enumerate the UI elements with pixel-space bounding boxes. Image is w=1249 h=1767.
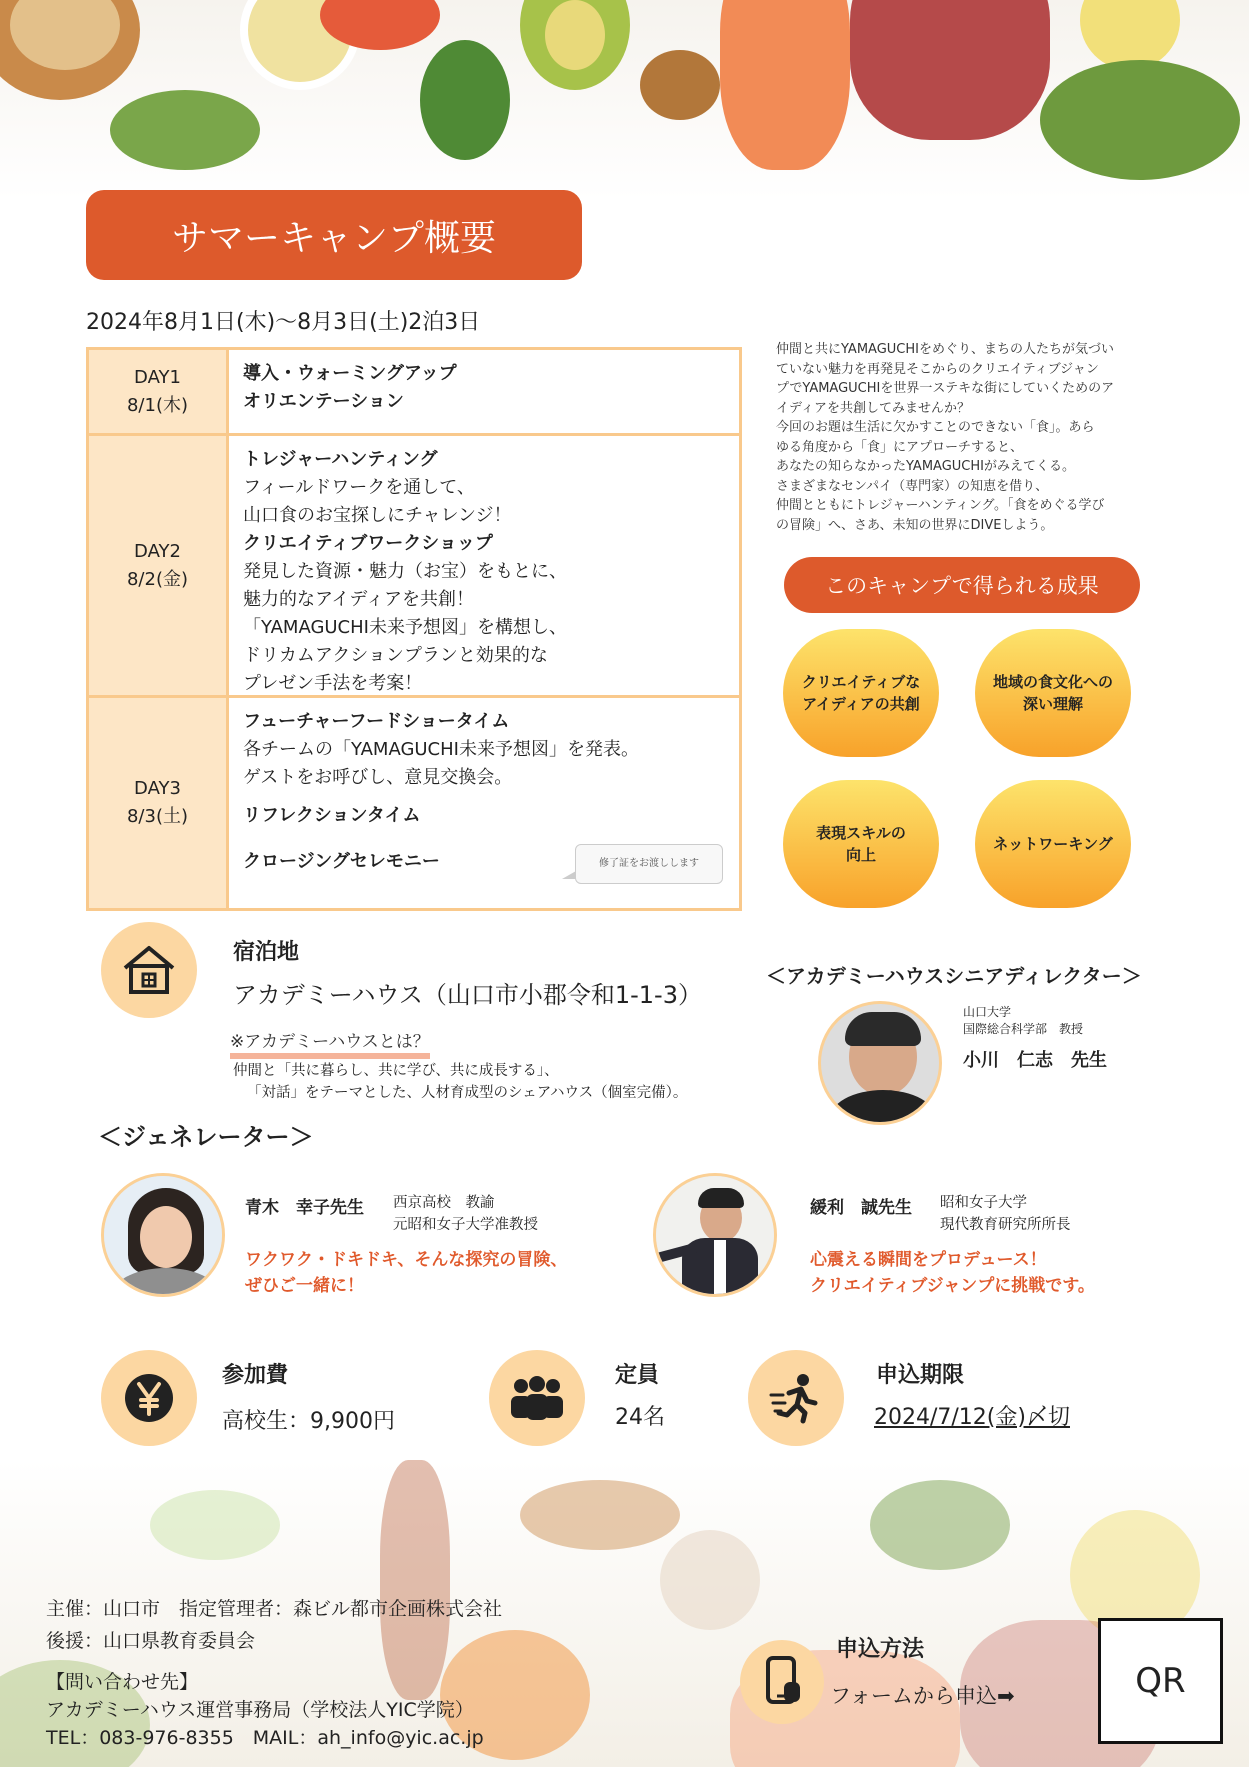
- activity-line: 「YAMAGUCHI未来予想図」を構想し、: [243, 617, 567, 638]
- academy-house-note: ※アカデミーハウスとは？: [230, 1027, 430, 1059]
- day-date: 8/1(木): [126, 394, 188, 416]
- activity-line: リフレクションタイム: [243, 805, 421, 826]
- generator-affiliation: [393, 1192, 538, 1236]
- affiliation-line: 現代教育研究所所長: [940, 1217, 1071, 1233]
- intro-text: [776, 340, 1176, 535]
- generator-message: [810, 1247, 1095, 1299]
- senior-director-photo: [818, 1001, 942, 1125]
- intro-line: ゆる角度から「食」にアプローチすると、: [776, 439, 1024, 455]
- senior-director-affiliation: [963, 1004, 1083, 1038]
- yen-icon: [101, 1350, 197, 1446]
- generator-affiliation: [940, 1192, 1071, 1236]
- generator-name: 青木 幸子先生: [245, 1198, 364, 1218]
- activity-line: クロージングセレモニー: [243, 851, 440, 872]
- generator-name: 緩利 誠先生: [810, 1198, 912, 1218]
- schedule-row-day1: [89, 350, 739, 436]
- activity-line: トレジャーハンティング: [243, 449, 438, 470]
- day-label: DAY3: [134, 778, 181, 799]
- day-cell: [89, 698, 229, 908]
- apply-method-label: 申込方法: [836, 1637, 925, 1662]
- day-cell: [89, 436, 229, 695]
- schedule-row-day2: [89, 436, 739, 698]
- message-line: ワクワク・ドキドキ、そんな探究の冒険、: [245, 1250, 568, 1270]
- activity-line: プレゼン手法を考案！: [243, 673, 423, 694]
- contact-heading: 【問い合わせ先】: [46, 1671, 199, 1693]
- academy-house-description: [233, 1060, 687, 1104]
- activity-line: 山口食のお宝探しにチャレンジ！: [243, 505, 512, 526]
- message-line: クリエイティブジャンプに挑戦です。: [810, 1276, 1095, 1296]
- result-circle: 表現スキルの 向上: [783, 780, 939, 908]
- intro-line: 仲間と共にYAMAGUCHIをめぐり、まちの人たちが気づい: [776, 342, 1114, 357]
- day-date: 8/3(土): [126, 806, 188, 827]
- intro-line: 仲間とともにトレジャーハンティング。「食をめぐる学び: [776, 498, 1105, 513]
- certificate-note-bubble: 修了証をお渡しします: [575, 844, 723, 884]
- affiliation-line: 元昭和女子大学准教授: [393, 1217, 538, 1233]
- day-cell: [89, 350, 229, 433]
- camp-dates: 2024年8月1日(木)～8月3日(土)2泊3日: [86, 310, 481, 335]
- deadline-label: 申込期限: [876, 1363, 965, 1388]
- message-line: 心震える瞬間をプロデュース！: [810, 1250, 1047, 1270]
- contact-details[interactable]: TEL：083-976-8355 MAIL：ah_info@yic.ac.jp: [46, 1727, 484, 1749]
- supporter: 後援：山口県教育委員会: [46, 1630, 256, 1652]
- capacity-value: 24名: [615, 1405, 665, 1430]
- page-title: サマーキャンプ概要: [86, 190, 582, 280]
- activity-line: 導入・ウォーミングアップ: [243, 363, 457, 384]
- intro-line: イディアを共創してみませんか？: [776, 400, 970, 416]
- activity-line: オリエンテーション: [243, 391, 404, 412]
- intro-line: の冒険」へ、さあ、未知の世界にDIVEしよう。: [776, 517, 1054, 533]
- activity-cell: [229, 436, 739, 695]
- generator-photo: [101, 1173, 225, 1297]
- intro-line: 今回のお題は生活に欠かすことのできない「食」。あら: [776, 420, 1095, 435]
- schedule-table: [86, 347, 742, 911]
- deadline-value: 2024/7/12(金)〆切: [874, 1405, 1070, 1430]
- affiliation-line: 国際総合科学部 教授: [963, 1022, 1084, 1036]
- intro-line: ていない魅力を再発見そこからのクリエイティブジャン: [776, 361, 1099, 377]
- activity-cell: [229, 698, 739, 908]
- affiliation-line: 山口大学: [963, 1005, 1012, 1019]
- group-icon: [489, 1350, 585, 1446]
- description-line: 「対話」をテーマとした、人材育成型のシェアハウス（個室完備）。: [247, 1085, 688, 1101]
- description-line: 仲間と「共に暮らし、共に学び、共に成長する」、: [233, 1063, 559, 1079]
- activity-line: フィールドワークを通して、: [243, 477, 475, 498]
- affiliation-line: 昭和女子大学: [940, 1195, 1027, 1211]
- schedule-row-day3: [89, 698, 739, 908]
- intro-line: あなたの知らなかったYAMAGUCHIがみえてくる。: [776, 459, 1075, 474]
- result-circle: ネットワーキング: [975, 780, 1131, 908]
- runner-icon: [748, 1350, 844, 1446]
- activity-line: ドリカムアクションプランと効果的な: [243, 645, 548, 666]
- capacity-label: 定員: [615, 1363, 660, 1388]
- contact-office: アカデミーハウス運営事務局（学校法人YIC学院）: [46, 1699, 474, 1721]
- qr-code[interactable]: QR: [1098, 1618, 1223, 1744]
- senior-director-heading: ＜アカデミーハウスシニアディレクター＞: [766, 964, 1142, 988]
- generator-photo: [653, 1173, 777, 1297]
- food-header-image: [0, 0, 1249, 200]
- organizer: 主催：山口市 指定管理者：森ビル都市企画株式会社: [46, 1598, 503, 1620]
- fee-value: 高校生：9,900円: [222, 1409, 395, 1434]
- message-line: ぜひご一緒に！: [245, 1276, 364, 1296]
- generators-heading: ＜ジェネレーター＞: [98, 1123, 314, 1151]
- day-date: 8/2(金): [126, 568, 188, 590]
- generator-message: [245, 1247, 567, 1299]
- apply-form-link[interactable]: フォームから申込➡: [830, 1684, 1015, 1708]
- activity-cell: [229, 350, 739, 433]
- activity-line: 魅力的なアイディアを共創！: [243, 589, 474, 610]
- intro-line: プでYAMAGUCHIを世界一ステキな街にしていくためのア: [776, 381, 1115, 396]
- activity-line: 各チームの「YAMAGUCHI未来予想図」を発表。: [243, 739, 639, 760]
- fee-label: 参加費: [222, 1363, 289, 1388]
- day-label: DAY1: [134, 366, 181, 388]
- day-label: DAY2: [134, 540, 181, 562]
- lodging-label: 宿泊地: [233, 940, 300, 965]
- senior-director-name: 小川 仁志 先生: [963, 1050, 1107, 1071]
- intro-line: さまざまなセンパイ（専門家）の知恵を借り、: [776, 478, 1049, 494]
- phone-icon: [740, 1640, 824, 1724]
- results-heading: このキャンプで得られる成果: [784, 557, 1140, 613]
- activity-line: クリエイティブワークショップ: [243, 533, 493, 554]
- result-circle: クリエイティブな アイディアの共創: [783, 629, 939, 757]
- activity-line: ゲストをお呼びし、意見交換会。: [243, 767, 513, 788]
- activity-line: 発見した資源・魅力（お宝）をもとに、: [243, 561, 567, 582]
- house-icon: [101, 922, 197, 1018]
- activity-line: フューチャーフードショータイム: [243, 711, 510, 732]
- result-circle: 地域の食文化への 深い理解: [975, 629, 1131, 757]
- lodging-address: アカデミーハウス（山口市小郡令和1-1-3）: [233, 981, 702, 1009]
- affiliation-line: 西京高校 教諭: [393, 1195, 495, 1211]
